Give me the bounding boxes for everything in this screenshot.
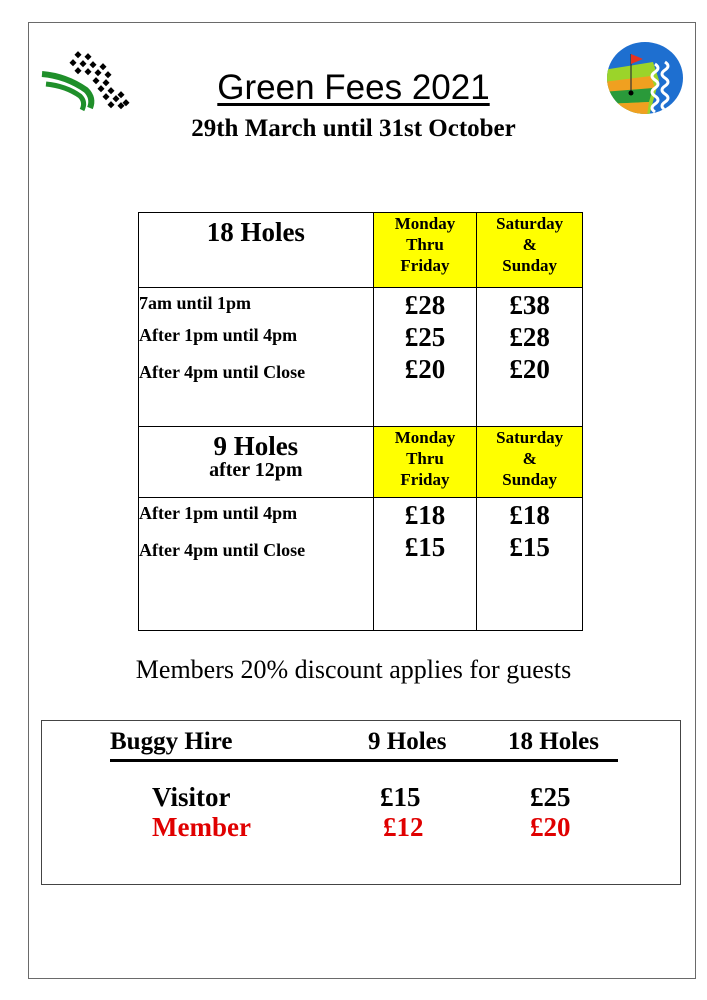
- weekend-header-line: Saturday: [496, 214, 564, 233]
- weekend-header-line: Saturday: [496, 428, 564, 447]
- weekend-header: [477, 427, 583, 498]
- price-value: £20: [404, 354, 446, 384]
- time-slot-labels: [139, 498, 374, 631]
- weekend-prices: [477, 498, 583, 631]
- buggy-hire-header: [110, 727, 618, 762]
- weekday-header-line: Friday: [400, 256, 450, 275]
- page-title: Green Fees 2021: [217, 68, 490, 107]
- buggy-price-18: £20: [530, 812, 571, 842]
- buggy-row-label: Member: [152, 812, 251, 842]
- buggy-hire-title: Buggy Hire: [110, 728, 233, 755]
- time-slot-label: After 1pm until 4pm: [139, 325, 298, 345]
- table-18-header-row: [139, 213, 583, 288]
- buggy-row-label: Visitor: [152, 782, 231, 812]
- weekday-header-line: Thru: [406, 235, 444, 254]
- weekend-prices: [477, 288, 583, 427]
- season-dates: 29th March until 31st October: [191, 115, 516, 142]
- green-fees-table: [138, 212, 583, 631]
- price-value: £28: [509, 322, 550, 352]
- weekday-prices: [373, 288, 477, 427]
- buggy-price-9: £12: [383, 812, 424, 842]
- weekday-header-line: Thru: [406, 449, 444, 468]
- weekend-header-line: &: [522, 235, 537, 254]
- time-slot-label: After 4pm until Close: [139, 362, 306, 382]
- weekend-header-line: Sunday: [502, 470, 558, 489]
- price-value: £25: [404, 322, 446, 352]
- buggy-price-9: £15: [380, 782, 421, 812]
- price-value: £28: [404, 290, 446, 320]
- table-9-body-row: [139, 498, 583, 631]
- table-18-body-row: [139, 288, 583, 427]
- member-discount-note: Members 20% discount applies for guests: [135, 655, 572, 684]
- weekday-header: [373, 427, 477, 498]
- buggy-col-9-holes: 9 Holes: [368, 728, 447, 755]
- table-18-title: 18 Holes: [206, 217, 305, 247]
- table-9-title-cell: [139, 427, 374, 498]
- weekend-header: [477, 213, 583, 288]
- weekday-prices: [373, 498, 477, 631]
- buggy-price-18: £25: [530, 782, 571, 812]
- time-slot-label: After 1pm until 4pm: [139, 503, 298, 523]
- weekday-header: [373, 213, 477, 288]
- price-value: £18: [509, 500, 550, 530]
- table-18-title-cell: [139, 213, 374, 288]
- buggy-hire-box: [41, 720, 681, 885]
- time-slot-labels: [139, 288, 374, 427]
- price-value: £15: [509, 532, 550, 562]
- price-value: £38: [509, 290, 550, 320]
- price-value: £18: [404, 500, 446, 530]
- price-value: £20: [509, 354, 550, 384]
- price-value: £15: [404, 532, 446, 562]
- weekday-header-line: Monday: [394, 214, 456, 233]
- weekend-header-line: &: [522, 449, 537, 468]
- weekend-header-line: Sunday: [502, 256, 558, 275]
- buggy-col-18-holes: 18 Holes: [508, 728, 599, 755]
- time-slot-label: 7am until 1pm: [139, 293, 252, 313]
- time-slot-label: After 4pm until Close: [139, 540, 306, 560]
- table-9-subtitle: after 12pm: [209, 459, 303, 481]
- table-9-title: 9 Holes: [213, 431, 299, 461]
- table-9-header-row: [139, 427, 583, 498]
- weekday-header-line: Friday: [400, 470, 450, 489]
- weekday-header-line: Monday: [394, 428, 456, 447]
